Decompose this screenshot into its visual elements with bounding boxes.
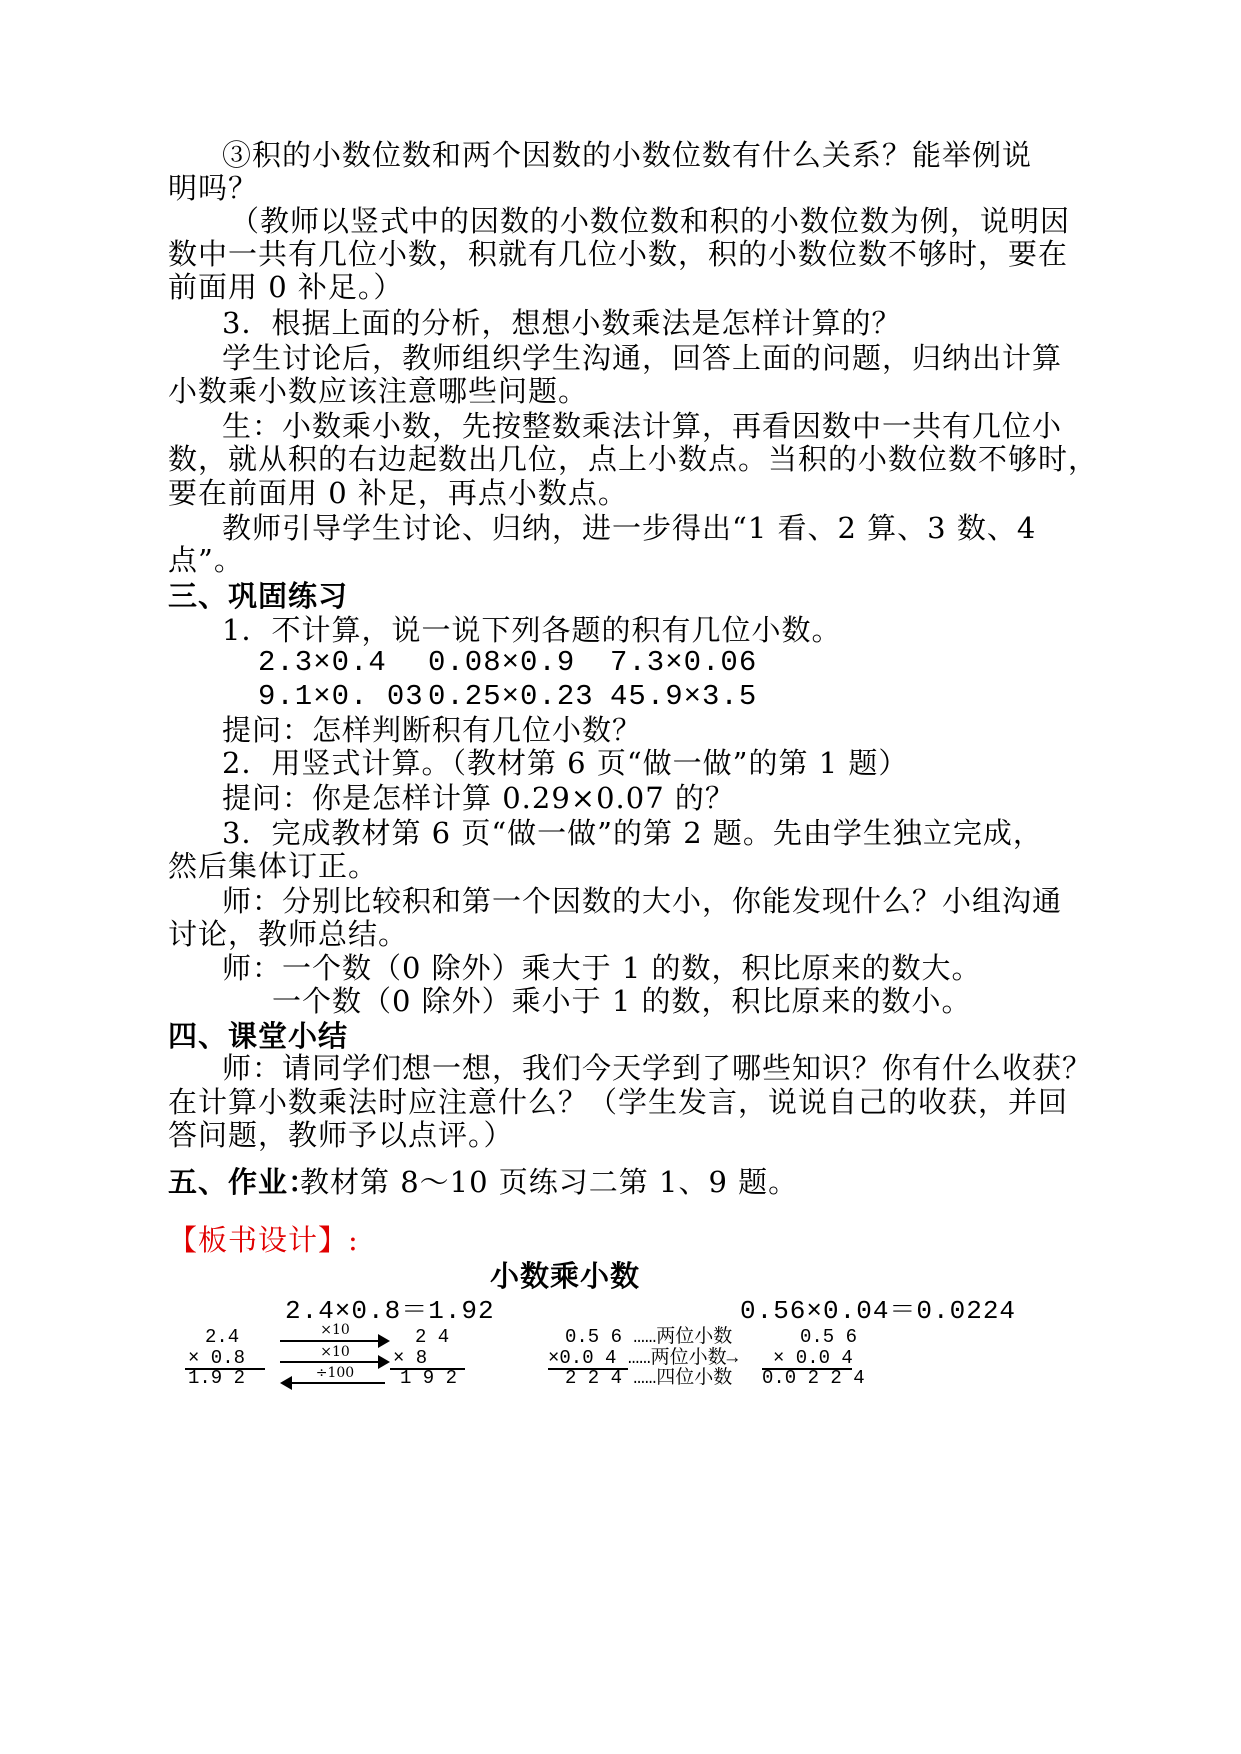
right-equation: 0.56×0.04＝0.0224	[740, 1296, 1017, 1326]
arrow-times10-bottom	[275, 1345, 395, 1359]
paragraph-line: 前面用 0 补足。）	[168, 270, 404, 304]
arrow-label: ÷100	[315, 1365, 355, 1381]
paragraph-line: 学生讨论后，教师组织学生沟通，回答上面的问题，归纳出计算	[222, 341, 1063, 375]
calc-right-b-row1: 0.5 6	[800, 1326, 858, 1348]
calc-right-row2: ×0.0 4 ……两位小数→	[548, 1347, 739, 1369]
exercise-item: 45.9×3.5	[610, 680, 758, 713]
paragraph-line: 在计算小数乘法时应注意什么？（学生发言，说说自己的收获，并回	[168, 1085, 1069, 1119]
arrow-times10-top	[275, 1323, 395, 1337]
paragraph-line: 师：一个数（0 除外）乘大于 1 的数，积比原来的数大。	[222, 951, 982, 985]
exercise-item: 0.08×0.9	[428, 646, 576, 679]
calc-int-row1: 2 4	[415, 1326, 450, 1348]
calc-right-b-row3: 0.0 2 2 4	[762, 1367, 865, 1389]
paragraph-line: 3．根据上面的分析，想想小数乘法是怎样计算的？	[222, 306, 902, 340]
calc-int-row3: 1 9 2	[400, 1367, 458, 1389]
homework-text: 教材第 8～10 页练习二第 1、9 题。	[300, 1165, 799, 1199]
question-prompt: 提问：你是怎样计算 0.29×0.07 的？	[222, 781, 735, 815]
paragraph-line: 然后集体订正。	[168, 849, 379, 883]
exercise-item: 0.25×0.23	[428, 680, 594, 713]
paragraph-line: （教师以竖式中的因数的小数位数和积的小数位数为例，说明因	[230, 204, 1071, 238]
calc-right-b-row2: × 0.0 4	[773, 1347, 853, 1369]
paragraph-line: 一个数（0 除外）乘小于 1 的数，积比原来的数小。	[272, 984, 972, 1018]
calc-left-row1: 2.4	[205, 1326, 240, 1348]
paragraph-line: ③积的小数位数和两个因数的小数位数有什么关系？能举例说	[222, 138, 1033, 172]
paragraph-line: 师：请同学们想一想，我们今天学到了哪些知识？你有什么收获？	[222, 1051, 1093, 1085]
section-heading-homework: 五、作业：	[168, 1165, 319, 1199]
arrow-left-head	[280, 1376, 292, 1390]
calc-int-row2: × 8	[393, 1347, 428, 1369]
exercise-item: 7.3×0.06	[610, 646, 758, 679]
arrow-divide100	[275, 1366, 395, 1380]
question-3: 3．完成教材第 6 页“做一做”的第 2 题。先由学生独立完成，	[222, 816, 1043, 850]
arrow-label: ×10	[320, 1344, 350, 1360]
calc-left-row2: × 0.8	[188, 1347, 246, 1369]
board-title: 小数乘小数	[490, 1259, 641, 1293]
exercise-item: 9.1×0. 03	[258, 680, 424, 713]
paragraph-line: 讨论，教师总结。	[168, 917, 409, 951]
exercise-item: 2.3×0.4	[258, 646, 387, 679]
paragraph-line: 要在前面用 0 补足，再点小数点。	[168, 476, 628, 510]
paragraph-line: 教师引导学生讨论、归纳，进一步得出“1 看、2 算、3 数、4	[222, 511, 1037, 545]
board-design-label: 【板书设计】:	[168, 1223, 359, 1257]
section-heading-summary: 四、课堂小结	[168, 1019, 349, 1053]
question-2: 2．用竖式计算。（教材第 6 页“做一做”的第 1 题）	[222, 746, 909, 780]
paragraph-line: 生：小数乘小数，先按整数乘法计算，再看因数中一共有几位小	[222, 409, 1063, 443]
paragraph-line: 师：分别比较积和第一个因数的大小，你能发现什么？小组沟通	[222, 884, 1063, 918]
arrow-line	[280, 1361, 380, 1363]
question-1: 1．不计算，说一说下列各题的积有几位小数。	[222, 613, 842, 647]
arrow-line	[290, 1382, 385, 1384]
arrow-label: ×10	[320, 1322, 350, 1338]
paragraph-line: 数中一共有几位小数，积就有几位小数，积的小数位数不够时，要在	[168, 237, 1069, 271]
calc-right-row1: 0.5 6 ……两位小数	[565, 1326, 733, 1348]
arrow-line	[280, 1340, 380, 1342]
paragraph-line: 点”。	[168, 543, 244, 577]
left-equation: 2.4×0.8＝1.92	[285, 1296, 495, 1326]
section-heading-practice: 三、巩固练习	[168, 579, 349, 613]
calc-left-row3: 1.9 2	[188, 1367, 246, 1389]
paragraph-line: 明吗？	[168, 171, 259, 205]
paragraph-line: 答问题，教师予以点评。）	[168, 1118, 514, 1152]
paragraph-line: 小数乘小数应该注意哪些问题。	[168, 374, 589, 408]
calc-right-row3: 2 2 4 ……四位小数	[565, 1367, 733, 1389]
question-prompt: 提问：怎样判断积有几位小数？	[222, 713, 643, 747]
paragraph-line: 数，就从积的右边起数出几位，点上小数点。当积的小数位数不够时，	[168, 442, 1099, 476]
